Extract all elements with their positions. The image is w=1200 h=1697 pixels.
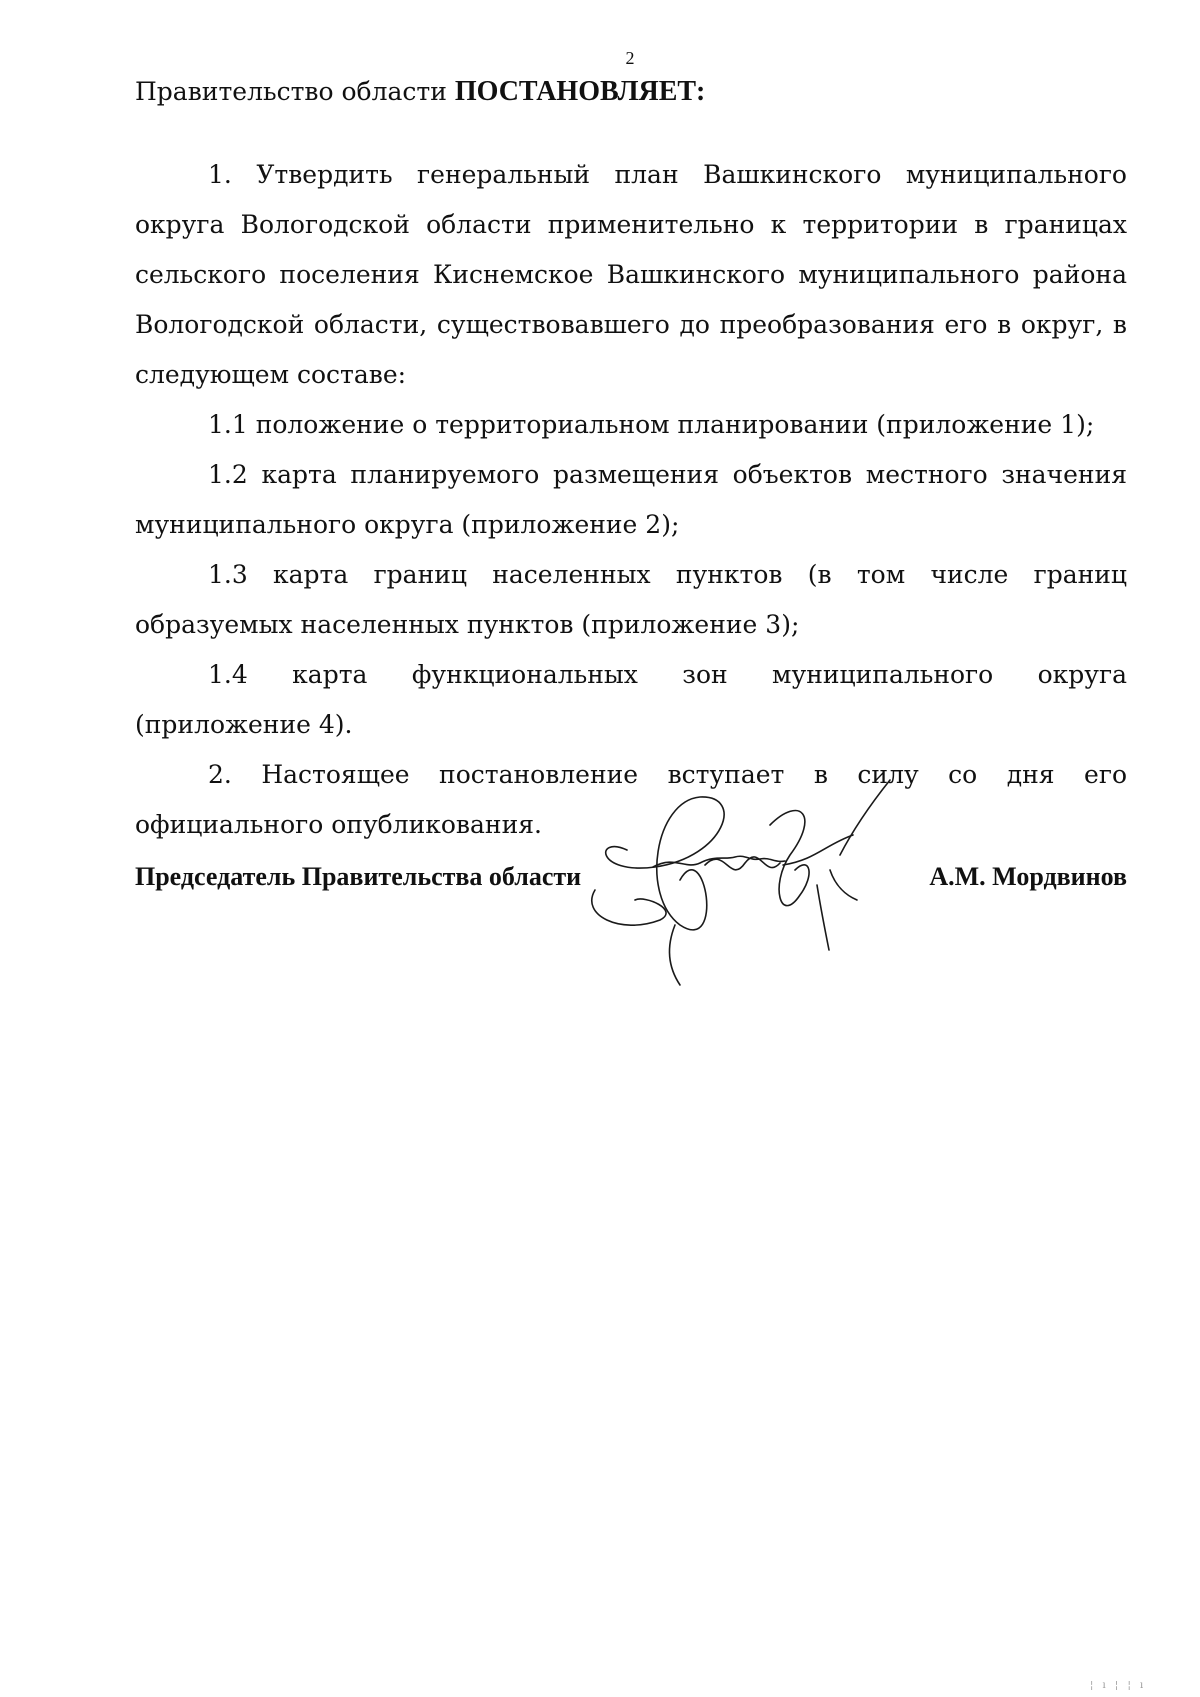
page-number: 2: [625, 48, 635, 68]
paragraph-2: 2. Настоящее постановление вступает в силу со дня его официального опубликования.: [135, 760, 1127, 839]
paragraph-1: 1. Утвердить генеральный план Вашкинского муниципального округа Вологодской области применительно к территории в границах сельского поселения Киснемское Вашкинского муниципального района Вологодской области, существовавшего до преобразования его в округ, в следующем составе:: [135, 160, 1127, 389]
paragraph-1-4: 1.4 карта функциональных зон муниципального округа (приложение 4).: [135, 660, 1127, 739]
handwritten-signature: [585, 775, 925, 1000]
resolution-body: [135, 150, 1127, 850]
signer-position: Председатель Правительства области: [135, 862, 582, 891]
signer-name: А.М. Мордвинов: [929, 862, 1127, 891]
preamble: [135, 72, 705, 112]
scan-artifact: ¦ ı ¦ ¦ ı: [1090, 1680, 1147, 1691]
paragraph-1-1: 1.1 положение о территориальном планировании (приложение 1);: [208, 410, 1095, 439]
preamble-keyword: ПОСТАНОВЛЯЕТ:: [454, 76, 706, 107]
preamble-lead: Правительство области: [135, 77, 455, 106]
paragraph-1-2: 1.2 карта планируемого размещения объектов местного значения муниципального округа (приложение 2);: [135, 460, 1127, 539]
paragraph-1-3: 1.3 карта границ населенных пунктов (в том числе границ образуемых населенных пунктов (приложение 3);: [135, 560, 1127, 639]
